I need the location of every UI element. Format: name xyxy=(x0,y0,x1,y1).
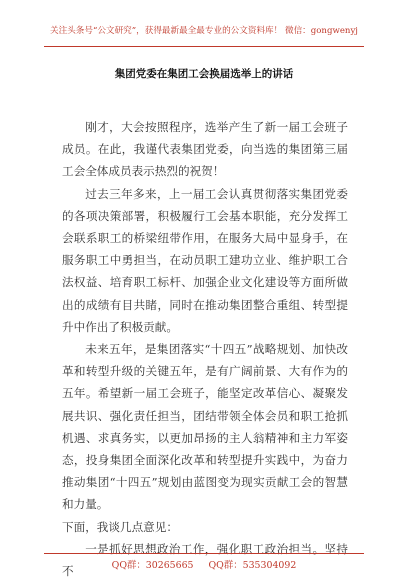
footer-contact xyxy=(44,557,364,571)
paragraph-transition: 下面，我谈几点意见： xyxy=(62,519,178,534)
paragraph-future-goals: 未来五年，是集团落实“十四五”战略规划、加快改革和转型升级的关键五年，是有广阔前景、大有作为的五年。希望新一届工会班子，能坚定改革信心、凝聚发展共识、强化责任担当，团结带领全体会员和职工抢抓机遇、求真务实，以更加昂扬的主人翁精神和主力军姿态，投身集团全面深化改革和转型提升实践中，为奋力推动集团“十四五”规划由蓝图变为现实贡献工会的智慧和力量。 xyxy=(62,342,348,512)
header-banner: 关注头条号“公文研究”，获得最新最全最专业的公文资料库！ 微信：gongwenyj xyxy=(50,26,358,36)
qq-label-1: QQ群： xyxy=(111,560,146,571)
footer-divider xyxy=(44,553,364,554)
qq-number-1: 30265665 xyxy=(145,560,194,571)
qq-group-2 xyxy=(209,560,297,571)
header-divider xyxy=(44,46,364,47)
paragraph-opening: 刚才，大会按照程序，选举产生了新一届工会班子成员。在此，我谨代表集团党委，向当选的集团第三届工会全体成员表示热烈的祝贺！ xyxy=(62,120,348,179)
qq-group-1 xyxy=(112,560,194,571)
paragraph-point-one: 一是抓好思想政治工作，强化职工政治担当。坚持不 xyxy=(62,541,348,579)
document-title: 集团党委在集团工会换届选举上的讲话 xyxy=(114,68,294,80)
qq-number-2: 535304092 xyxy=(242,560,297,571)
document-body xyxy=(62,116,348,582)
qq-label-2: QQ群： xyxy=(208,560,243,571)
paragraph-past-work: 过去三年多来，上一届工会认真贯彻落实集团党委的各项决策部署，积极履行工会基本职能，充分发挥工会联系职工的桥梁纽带作用，在服务大局中显身手，在服务职工中勇担当，在动员职工建功立业、维护职工合法权益、培育职工标杆、加强企业文化建设等方面所做出的成绩有目共睹，同时在推动集团整合重组、转型提升中作出了积极贡献。 xyxy=(62,186,348,334)
